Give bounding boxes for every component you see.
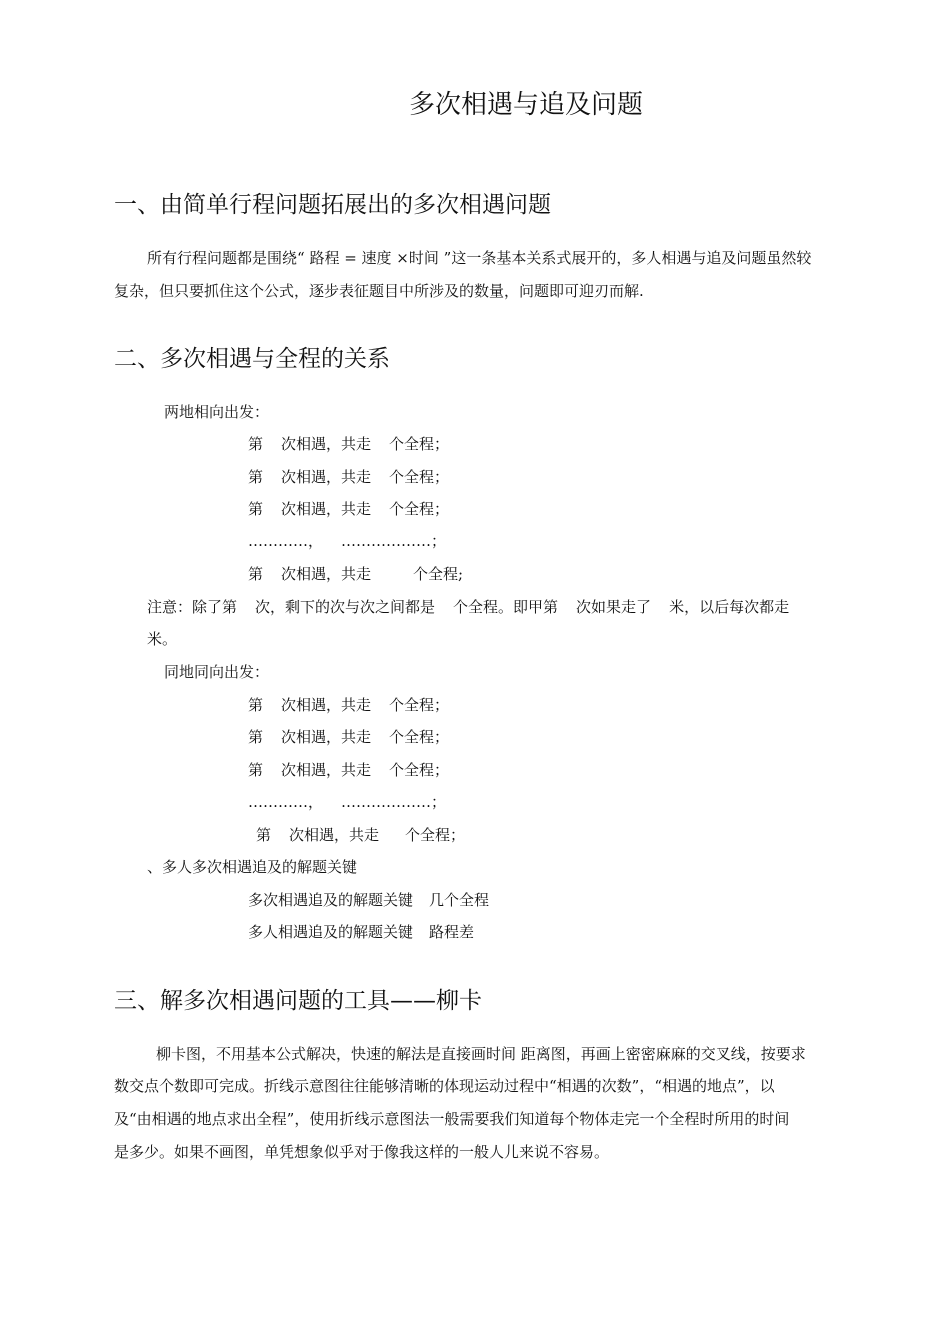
opposite-direction-label: 两地相向出发： xyxy=(164,403,270,421)
section-2-heading: 二、多次相遇与全程的关系 xyxy=(114,346,390,372)
opposite-meet-line-n: 第 次相遇，共走 个全程; xyxy=(248,565,464,583)
same-direction-label: 同地同向出发： xyxy=(164,663,270,681)
opposite-meet-line-1: 第 次相遇，共走 个全程； xyxy=(248,435,450,453)
section-3-line-4: 是多少。如果不画图，单凭想象似乎对于像我这样的一般人儿来说不容易。 xyxy=(114,1143,610,1161)
note-line-2: 米。 xyxy=(147,630,178,648)
same-meet-line-2: 第 次相遇，共走 个全程； xyxy=(248,728,450,746)
page-title: 多次相遇与追及问题 xyxy=(408,90,643,120)
key-points-heading: 、多人多次相遇追及的解题关键 xyxy=(147,858,358,876)
section-1-line-1: 所有行程问题都是围绕“ 路程 = 速度 ×时间 ”这一条基本关系式展开的，多人相遇与追及问题虽然较 xyxy=(147,249,812,267)
section-1-heading: 一、由简单行程问题拓展出的多次相遇问题 xyxy=(114,192,551,218)
note-line-1: 注意：除了第 次，剩下的次与次之间都是 个全程。即甲第 次如果走了 米，以后每次都走 xyxy=(147,598,790,616)
opposite-ellipsis-line: …………， ………………； xyxy=(248,532,447,550)
section-3-heading: 三、解多次相遇问题的工具——柳卡 xyxy=(114,988,482,1014)
key-point-2: 多人相遇追及的解题关键 路程差 xyxy=(248,923,475,941)
section-3-line-1: 柳卡图，不用基本公式解决，快速的解法是直接画时间 距离图，再画上密密麻麻的交叉线，按要求 xyxy=(156,1045,806,1063)
same-ellipsis-line: …………， ………………； xyxy=(248,793,447,811)
key-point-1: 多次相遇追及的解题关键 几个全程 xyxy=(248,891,490,909)
same-meet-line-1: 第 次相遇，共走 个全程； xyxy=(248,696,450,714)
section-3-line-2: 数交点个数即可完成。折线示意图往往能够清晰的体现运动过程中“相遇的次数”，“相遇的地点”，以 xyxy=(114,1077,775,1095)
same-meet-line-n: 第 次相遇，共走 个全程； xyxy=(256,826,466,844)
same-meet-line-3: 第 次相遇，共走 个全程； xyxy=(248,761,450,779)
section-3-line-3: 及“由相遇的地点求出全程”，使用折线示意图法一般需要我们知道每个物体走完一个全程时所用的时间 xyxy=(114,1110,790,1128)
opposite-meet-line-2: 第 次相遇，共走 个全程； xyxy=(248,468,450,486)
section-1-line-2: 复杂，但只要抓住这个公式，逐步表征题目中所涉及的数量，问题即可迎刃而解. xyxy=(114,282,644,300)
opposite-meet-line-3: 第 次相遇，共走 个全程； xyxy=(248,500,450,518)
